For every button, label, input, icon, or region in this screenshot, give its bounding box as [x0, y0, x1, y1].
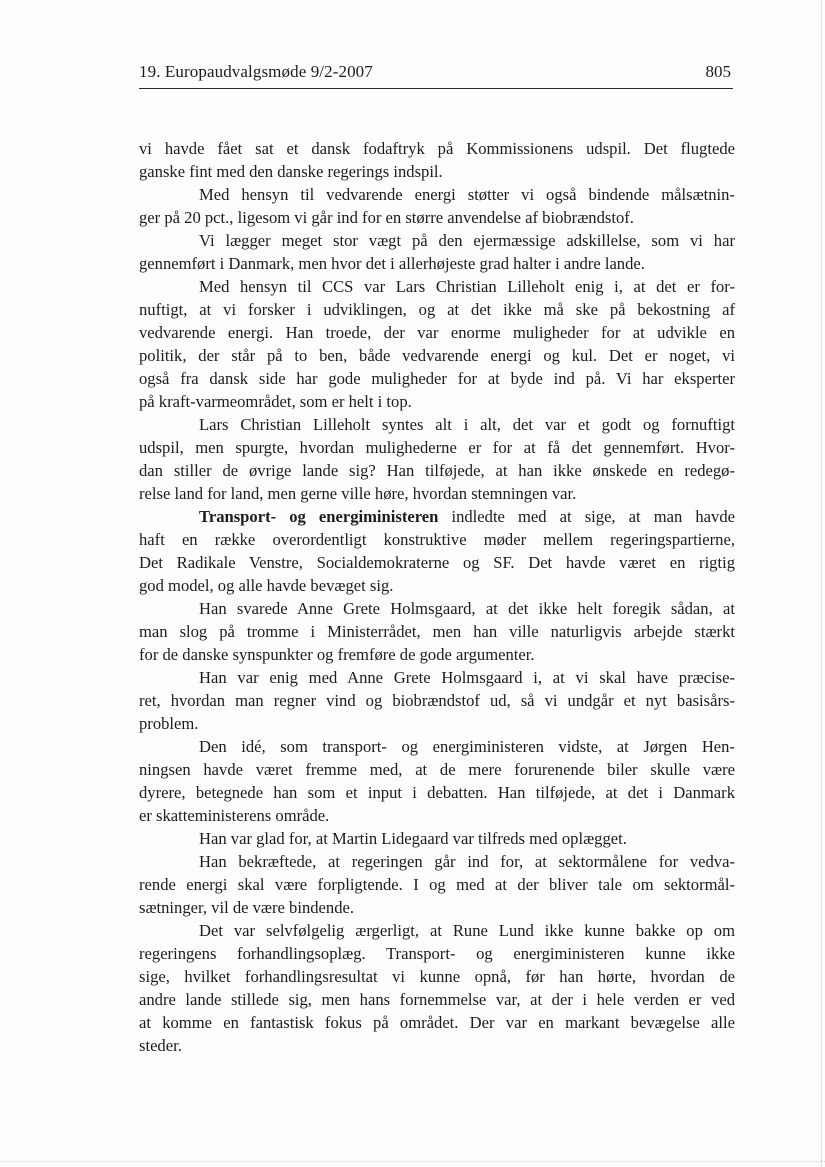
text-line: [139, 528, 735, 551]
text-line: [139, 689, 735, 712]
line-text: Lars Christian Lilleholt syntes alt i alt, det var et godt og fornuftigt: [199, 415, 735, 434]
text-line: [139, 988, 735, 1011]
line-text: Vi lægger meget stor vægt på den ejermæssige adskillelse, som vi har: [199, 231, 735, 250]
line-text: ganske fint med den danske regerings indspil.: [139, 162, 443, 181]
line-text: på kraft-varmeområdet, som er helt i top.: [139, 392, 412, 411]
line-text: problem.: [139, 714, 199, 733]
text-line: [139, 252, 735, 275]
header-title: 19. Europaudvalgsmøde 9/2-2007: [139, 62, 373, 81]
text-line: [139, 298, 735, 321]
line-text: for de danske synspunkter og fremføre de gode argumenter.: [139, 645, 535, 664]
text-line: [139, 597, 735, 620]
line-text: udspil, men spurgte, hvordan mulighederne er for at få det gennemført. Hvor-: [139, 438, 735, 457]
text-line: [139, 735, 735, 758]
text-line: [139, 482, 735, 505]
scan-edge-right: [820, 0, 822, 1167]
text-line: [139, 712, 735, 735]
text-line: [139, 229, 735, 252]
text-line: [139, 344, 735, 367]
text-line: [139, 666, 735, 689]
line-text: Han var glad for, at Martin Lidegaard var tilfreds med oplægget.: [199, 829, 627, 848]
text-line: [139, 827, 735, 850]
line-text: vi havde fået sat et dansk fodaftryk på Kommissionens udspil. Det flugtede: [139, 139, 735, 158]
text-line: [139, 275, 735, 298]
text-line: [139, 1034, 735, 1057]
line-text: indledte med at sige, at man havde: [438, 507, 735, 526]
line-text: andre lande stillede sig, men hans fornemmelse var, at der i hele verden er ved: [139, 990, 735, 1009]
text-line: [139, 873, 735, 896]
line-text: også fra dansk side har gode muligheder for at byde ind på. Vi har eksperter: [139, 369, 735, 388]
line-text: relse land for land, men gerne ville høre, hvordan stemningen var.: [139, 484, 577, 503]
line-text: Det var selvfølgelig ærgerligt, at Rune Lund ikke kunne bakke op om: [199, 921, 735, 940]
text-line: [139, 942, 735, 965]
text-line: [139, 574, 735, 597]
text-line: [139, 505, 735, 528]
text-line: [139, 804, 735, 827]
text-line: [139, 643, 735, 666]
scan-edge-bottom: [0, 1160, 825, 1162]
line-text: ger på 20 pct., ligesom vi går ind for en større anvendelse af biobrændstof.: [139, 208, 634, 227]
line-text: rende energi skal være forpligtende. I og med at der bliver tale om sektormål-: [139, 875, 735, 894]
text-line: [139, 1011, 735, 1034]
text-line: [139, 206, 735, 229]
line-text: haft en række overordentligt konstruktive møder mellem regeringspartierne,: [139, 530, 735, 549]
line-text: at komme en fantastisk fokus på området. Der var en markant bevægelse alle: [139, 1013, 735, 1032]
text-line: [139, 919, 735, 942]
text-line: [139, 390, 735, 413]
text-line: [139, 551, 735, 574]
text-line: [139, 321, 735, 344]
text-line: [139, 459, 735, 482]
page-header: [139, 60, 733, 89]
text-line: [139, 758, 735, 781]
page-number: 805: [705, 62, 731, 81]
speaker-name: Transport- og energiministeren: [199, 507, 439, 526]
line-text: Han svarede Anne Grete Holmsgaard, at det ikke helt foregik sådan, at: [199, 599, 735, 618]
text-line: [139, 850, 735, 873]
text-line: [139, 965, 735, 988]
line-text: dan stiller de øvrige lande sig? Han tilføjede, at han ikke ønskede en redegø-: [139, 461, 735, 480]
line-text: Han bekræftede, at regeringen går ind for, at sektormålene for vedva-: [199, 852, 735, 871]
line-text: nuftigt, at vi forsker i udviklingen, og at det ikke må ske på bekostning af: [139, 300, 735, 319]
text-line: [139, 620, 735, 643]
line-text: ret, hvordan man regner vind og biobrændstof ud, så vi undgår et nyt basisårs-: [139, 691, 735, 710]
line-text: Med hensyn til vedvarende energi støtter vi også bindende målsætnin-: [199, 185, 735, 204]
line-text: man slog på tromme i Ministerrådet, men han ville naturligvis arbejde stærkt: [139, 622, 735, 641]
line-text: gennemført i Danmark, men hvor det i allerhøjeste grad halter i andre lande.: [139, 254, 645, 273]
line-text: dyrere, betegnede han som et input i debatten. Han tilføjede, at det i Danmark: [139, 783, 735, 802]
line-text: er skatteministerens område.: [139, 806, 330, 825]
line-text: sige, hvilket forhandlingsresultat vi kunne opnå, før han hørte, hvordan de: [139, 967, 735, 986]
text-line: [139, 413, 735, 436]
text-line: [139, 137, 735, 160]
line-text: Det Radikale Venstre, Socialdemokraterne og SF. Det havde været en rigtig: [139, 553, 735, 572]
text-line: [139, 781, 735, 804]
text-line: [139, 436, 735, 459]
text-line: [139, 183, 735, 206]
text-line: [139, 896, 735, 919]
line-text: steder.: [139, 1036, 182, 1055]
line-text: ningsen havde været fremme med, at de mere forurenende biler skulle være: [139, 760, 735, 779]
line-text: Den idé, som transport- og energiministeren vidste, at Jørgen Hen-: [199, 737, 735, 756]
body-text: [139, 137, 735, 1057]
text-line: [139, 367, 735, 390]
line-text: politik, der står på to ben, både vedvarende energi og kul. Det er noget, vi: [139, 346, 735, 365]
line-text: vedvarende energi. Han troede, der var enorme muligheder for at udvikle en: [139, 323, 735, 342]
line-text: Han var enig med Anne Grete Holmsgaard i, at vi skal have præcise-: [199, 668, 735, 687]
line-text: Med hensyn til CCS var Lars Christian Lilleholt enig i, at det er for-: [199, 277, 735, 296]
line-text: regeringens forhandlingsoplæg. Transport- og energiministeren kunne ikke: [139, 944, 735, 963]
text-line: [139, 160, 735, 183]
line-text: god model, og alle havde bevæget sig.: [139, 576, 394, 595]
line-text: sætninger, vil de være bindende.: [139, 898, 355, 917]
